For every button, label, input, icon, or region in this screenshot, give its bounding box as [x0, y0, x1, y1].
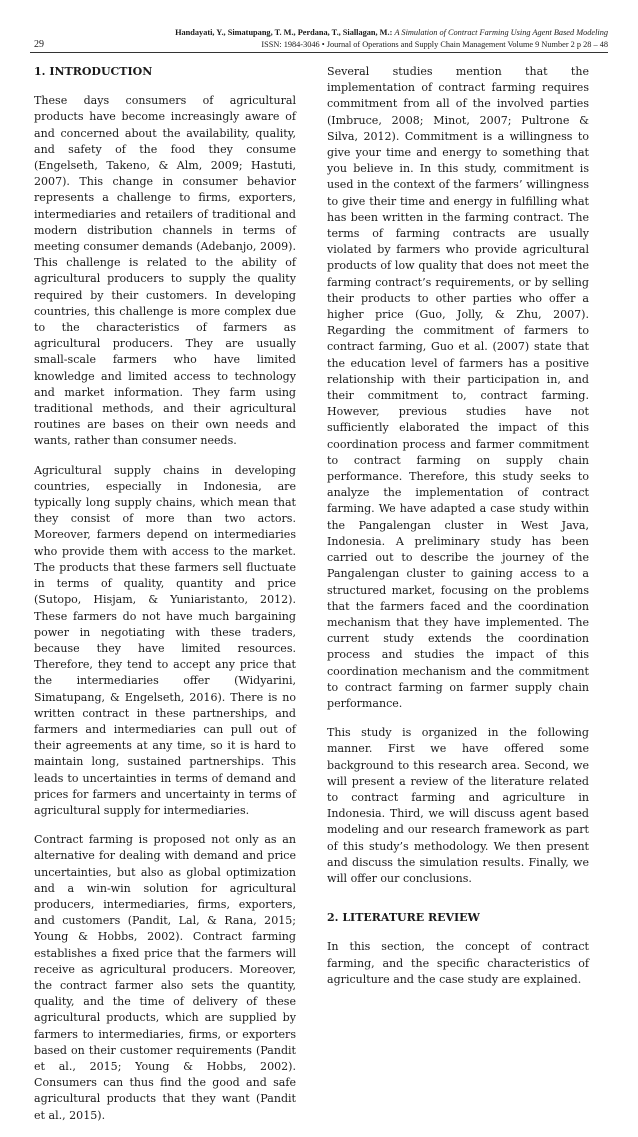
page-number: 29: [34, 39, 44, 50]
literature-review-heading: 2. LITERATURE REVIEW: [327, 911, 480, 925]
header-rule: [30, 52, 608, 53]
literature-paragraph-1: In this section, the concept of contract farming, and the specific characteristics of agriculture and the case study are explained.: [327, 940, 589, 986]
header-authors: Handayati, Y., Simatupang, T. M., Perdana, T., Siallagan, M.:: [175, 28, 393, 37]
header-journal-info: ISSN: 1984-3046 • Journal of Operations and Supply Chain Management Volume 9 Number 2 p 28 – 48: [261, 40, 608, 49]
left-column: [34, 64, 296, 1137]
intro-paragraph-1: These days consumers of agricultural products have become increasingly aware of and concerned about the availability, quality, and safety of the food they consume (Engelseth, Takeno, & Alm, 2009; Hastuti, 2007). This change in consumer behavior represents a challenge to firms, exporters, intermediaries and retailers of traditional and modern distribution channels in terms of meeting consumer demands (Adebanjo, 2009). This challenge is related to the ability of agricultural producers to supply the quality required by their customers. In developing countries, this challenge is more complex due to the characteristics of farmers as agricultural producers. They are usually small-scale farmers who have limited knowledge and limited access to technology and market information. They farm using traditional methods, and their agricultural routines are bases on their own needs and wants, rather than consumer needs.: [34, 94, 296, 448]
intro-paragraph-5: This study is organized in the following manner. First we have offered some background to this research area. Second, we will present a review of the literature related to contract farming and agriculture in Indonesia. Third, we will discuss agent based modeling and our research framework as part of this study’s methodology. We then present and discuss the simulation results. Finally, we will offer our conclusions.: [327, 726, 589, 885]
intro-paragraph-2: Agricultural supply chains in developing countries, especially in Indonesia, are typically long supply chains, which mean that they consist of more than two actors. Moreover, farmers depend on intermediaries who provide them with access to the market. The products that these farmers sell fluctuate in terms of quality, quantity and price (Sutopo, Hisjam, & Yuniaristanto, 2012). These farmers do not have much bargaining power in negotiating with these traders, because they have limited resources. Therefore, they tend to accept any price that the intermediaries offer (Widyarini, Simatupang, & Engelseth, 2016). There is no written contract in these partnerships, and farmers and intermediaries can pull out of their agreements at any time, so it is hard to maintain long, sustained partnerships. This leads to uncertainties in terms of demand and prices for farmers and uncertainty in terms of agricultural supply for intermediaries.: [34, 463, 296, 817]
running-header: [0, 0, 638, 60]
header-article-title: A Simulation of Contract Farming Using Agent Based Modeling: [394, 28, 608, 37]
intro-heading: 1. INTRODUCTION: [34, 65, 153, 78]
intro-paragraph-4: Several studies mention that the implementation of contract farming requires commitment from all of the involved parties (Imbruce, 2008; Minot, 2007; Pultrone & Silva, 2012). Commitment is a willingness to give your time and energy to something that you believe in. In this study, commitment is used in the context of the farmers’ willingness to give their time and energy in fulfilling what has been written in the farming contract. The terms of farming contracts are usually violated by farmers who provide agricultural products of low quality that does not meet the farming contract’s requirements, or by selling their products to other parties who offer a higher price (Guo, Jolly, & Zhu, 2007). Regarding the commitment of farmers to contract farming, Guo et al. (2007) state that the education level of farmers has a positive relationship with their participation in, and their commitment to, contract farming. However, previous studies have not sufficiently elaborated the impact of this coordination process and farmer commitment to contract farming on supply chain performance. Therefore, this study seeks to analyze the implementation of contract farming. We have adapted a case study within the Pangalengan cluster in West Java, Indonesia. A preliminary study has been carried out to describe the journey of the Pangalengan cluster to gaining access to a structured market, focusing on the problems that the farmers faced and the coordination mechanism that they have implemented. The current study extends the coordination process and studies the impact of this coordination mechanism and the commitment to contract farming on farmer supply chain performance.: [327, 65, 589, 710]
intro-paragraph-3: Contract farming is proposed not only as an alternative for dealing with demand and price uncertainties, but also as global optimization and a win-win solution for agricultural producers, intermediaries, firms, exporters, and customers (Pandit, Lal, & Rana, 2015; Young & Hobbs, 2002). Contract farming establishes a fixed price that the farmers will receive as agricultural producers. Moreover, the contract farmer also sets the quantity, quality, and the time of delivery of these agricultural products, which are supplied by farmers to intermediaries, firms, or exporters based on their customer requirements (Pandit et al., 2015; Young & Hobbs, 2002). Consumers can thus find the good and safe agricultural products that they want (Pandit et al., 2015).: [34, 833, 296, 1122]
header-citation: [175, 28, 608, 37]
right-column: [327, 64, 589, 1001]
